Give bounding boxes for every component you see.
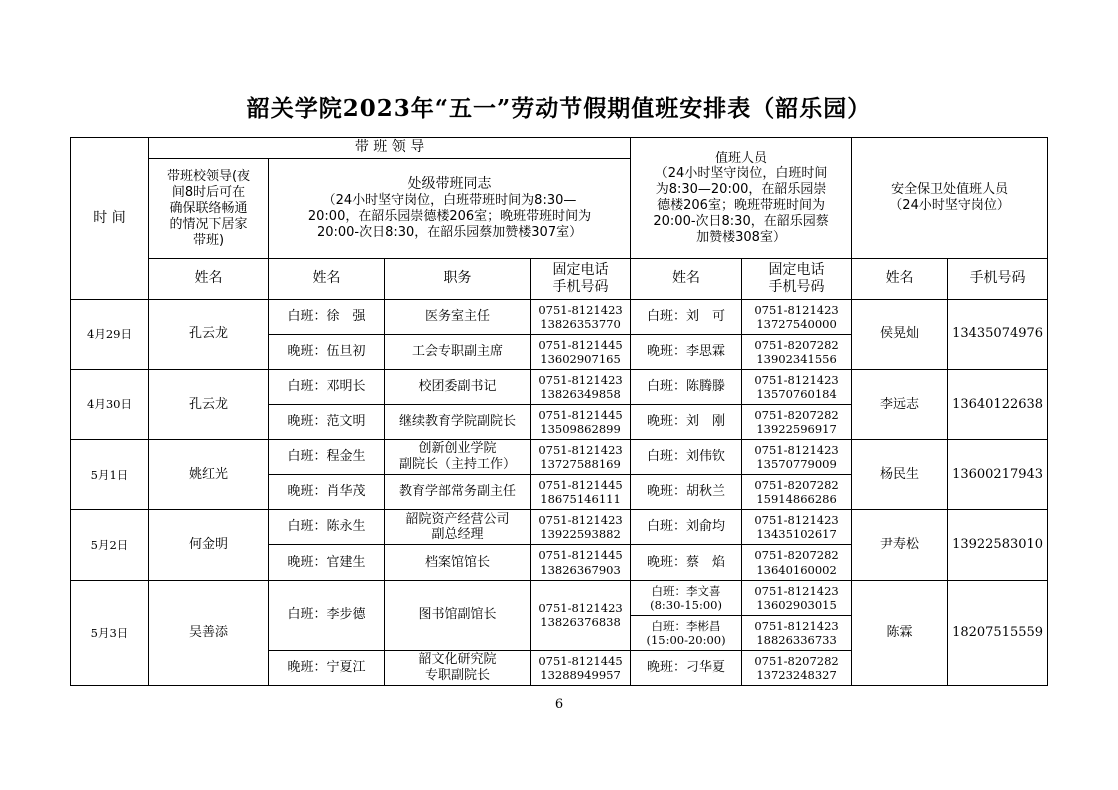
- position-cell: 继续教育学院副院长: [385, 404, 531, 439]
- staff-name-cell: 晚班：蔡 焰: [631, 545, 742, 580]
- security-phone-cell: 13435074976: [948, 299, 1048, 369]
- staff-name-cell: 晚班：李思霖: [631, 334, 742, 369]
- staff-name-cell: 白班：李文喜 (8:30-15:00): [631, 580, 742, 615]
- security-phone-cell: 13600217943: [948, 440, 1048, 510]
- dept-phone-cell: 0751-8121423 13826376838: [531, 580, 631, 650]
- staff-phone-cell: 0751-8207282 13922596917: [742, 404, 852, 439]
- header-position: 职务: [385, 259, 531, 299]
- header-staff-name: 姓名: [631, 259, 742, 299]
- dept-phone-cell: 0751-8121423 13826353770: [531, 299, 631, 334]
- header-security-mobile: 手机号码: [948, 259, 1048, 299]
- school-leader-cell: 何金明: [149, 510, 269, 580]
- header-security-name: 姓名: [852, 259, 948, 299]
- header-dept-phone: 固定电话 手机号码: [531, 259, 631, 299]
- school-leader-cell: 孔云龙: [149, 369, 269, 439]
- dept-phone-cell: 0751-8121423 13922593882: [531, 510, 631, 545]
- page-title: 韶关学院2023年“五一”劳动节假期值班安排表（韶乐园）: [246, 95, 872, 122]
- header-duty-staff: 值班人员 （24小时坚守岗位，白班时间 为8:30—20:00，在韶乐园崇 德楼206室；晚班带班时间为 20:00-次日8:30，在韶乐园蔡 加赞楼308室）: [631, 138, 852, 259]
- dept-leader-cell: 白班：邓明长: [269, 369, 385, 404]
- security-phone-cell: 13640122638: [948, 369, 1048, 439]
- school-leader-cell: 姚红光: [149, 440, 269, 510]
- date-cell: 4月29日: [71, 299, 149, 369]
- dept-leader-cell: 晚班：伍旦初: [269, 334, 385, 369]
- position-cell: 韶文化研究院 专职副院长: [385, 650, 531, 685]
- staff-phone-cell: 0751-8121423 13727540000: [742, 299, 852, 334]
- dept-phone-cell: 0751-8121445 13602907165: [531, 334, 631, 369]
- dept-leader-cell: 白班：徐 强: [269, 299, 385, 334]
- header-school-leader-name: 姓名: [149, 259, 269, 299]
- security-name-cell: 陈霖: [852, 580, 948, 685]
- table-row: [71, 510, 1048, 545]
- dept-phone-cell: 0751-8121423 13826349858: [531, 369, 631, 404]
- staff-name-cell: 晚班：刁华夏: [631, 650, 742, 685]
- school-leader-cell: 孔云龙: [149, 299, 269, 369]
- staff-name-cell: 白班：陈腾滕: [631, 369, 742, 404]
- security-name-cell: 侯晃灿: [852, 299, 948, 369]
- header-dept-leader: 处级带班同志 （24小时坚守岗位，白班带班时间为8:30— 20:00，在韶乐园崇德楼206室；晚班带班时间为 20:00-次日8:30，在韶乐园蔡加赞楼307室）: [269, 159, 631, 259]
- header-time: 时 间: [71, 138, 149, 300]
- position-cell: 工会专职副主席: [385, 334, 531, 369]
- position-cell: 医务室主任: [385, 299, 531, 334]
- security-name-cell: 李远志: [852, 369, 948, 439]
- staff-phone-cell: 0751-8121423 18826336733: [742, 615, 852, 650]
- position-cell: 韶院资产经营公司 副总经理: [385, 510, 531, 545]
- staff-name-cell: 白班：李彬昌 (15:00-20:00): [631, 615, 742, 650]
- position-cell: 图书馆副馆长: [385, 580, 531, 650]
- position-cell: 创新创业学院 副院长（主持工作）: [385, 440, 531, 475]
- page-number: 6: [554, 697, 564, 712]
- position-cell: 档案馆馆长: [385, 545, 531, 580]
- header-dept-leader-name: 姓名: [269, 259, 385, 299]
- position-cell: 校团委副书记: [385, 369, 531, 404]
- header-staff-phone: 固定电话 手机号码: [742, 259, 852, 299]
- staff-name-cell: 白班：刘俞均: [631, 510, 742, 545]
- dept-leader-cell: 晚班：官建生: [269, 545, 385, 580]
- dept-phone-cell: 0751-8121445 13288949957: [531, 650, 631, 685]
- dept-phone-cell: 0751-8121423 13727588169: [531, 440, 631, 475]
- date-cell: 5月3日: [71, 580, 149, 685]
- staff-name-cell: 晚班：刘 刚: [631, 404, 742, 439]
- staff-phone-cell: 0751-8207282 13640160002: [742, 545, 852, 580]
- dept-leader-cell: 白班：李步德: [269, 580, 385, 650]
- security-phone-cell: 13922583010: [948, 510, 1048, 580]
- table-row: [71, 580, 1048, 615]
- staff-name-cell: 白班：刘 可: [631, 299, 742, 334]
- staff-phone-cell: 0751-8121423 13435102617: [742, 510, 852, 545]
- staff-phone-cell: 0751-8207282 13902341556: [742, 334, 852, 369]
- staff-name-cell: 白班：刘伟钦: [631, 440, 742, 475]
- date-cell: 4月30日: [71, 369, 149, 439]
- dept-phone-cell: 0751-8121445 18675146111: [531, 475, 631, 510]
- staff-phone-cell: 0751-8207282 13723248327: [742, 650, 852, 685]
- staff-phone-cell: 0751-8121423 13570779009: [742, 440, 852, 475]
- school-leader-cell: 吴善添: [149, 580, 269, 685]
- dept-phone-cell: 0751-8121445 13509862899: [531, 404, 631, 439]
- staff-phone-cell: 0751-8121423 13570760184: [742, 369, 852, 404]
- staff-phone-cell: 0751-8207282 15914866286: [742, 475, 852, 510]
- dept-leader-cell: 晚班：宁夏江: [269, 650, 385, 685]
- security-name-cell: 杨民生: [852, 440, 948, 510]
- security-phone-cell: 18207515559: [948, 580, 1048, 685]
- date-cell: 5月2日: [71, 510, 149, 580]
- header-lead-group: 带 班 领 导: [149, 138, 631, 159]
- dept-leader-cell: 晚班：范文明: [269, 404, 385, 439]
- dept-leader-cell: 白班：程金生: [269, 440, 385, 475]
- header-security: 安全保卫处值班人员 （24小时坚守岗位）: [852, 138, 1048, 259]
- duty-schedule-table: [70, 137, 1048, 686]
- header-school-leader: 带班校领导(夜 间8时后可在 确保联络畅通 的情况下居家 带班): [149, 159, 269, 259]
- table-row: [71, 440, 1048, 475]
- date-cell: 5月1日: [71, 440, 149, 510]
- security-name-cell: 尹寿松: [852, 510, 948, 580]
- staff-name-cell: 晚班：胡秋兰: [631, 475, 742, 510]
- dept-phone-cell: 0751-8121445 13826367903: [531, 545, 631, 580]
- table-row: [71, 369, 1048, 404]
- position-cell: 教育学部常务副主任: [385, 475, 531, 510]
- staff-phone-cell: 0751-8121423 13602903015: [742, 580, 852, 615]
- dept-leader-cell: 白班：陈永生: [269, 510, 385, 545]
- table-row: [71, 299, 1048, 334]
- dept-leader-cell: 晚班：肖华茂: [269, 475, 385, 510]
